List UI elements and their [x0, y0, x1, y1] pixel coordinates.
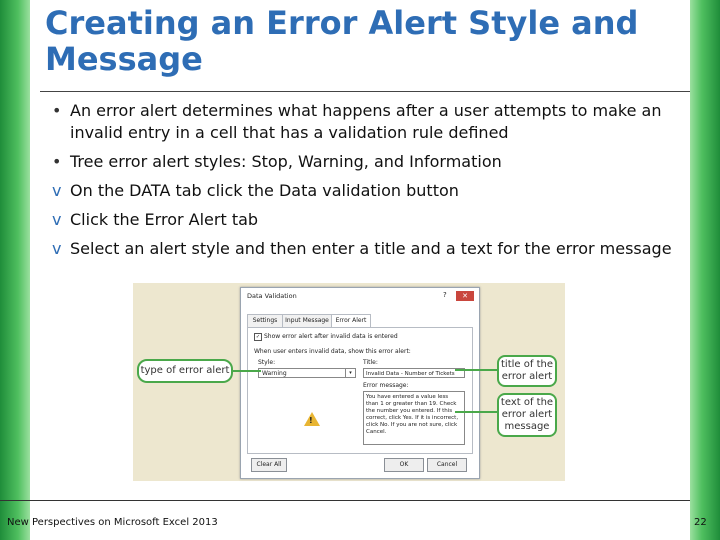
bullet-item — [52, 180, 692, 202]
title-divider — [40, 91, 690, 92]
bullet-dot-icon: • — [52, 101, 62, 120]
message-line: Cancel. — [366, 429, 387, 435]
show-error-alert-label: Show error alert after invalid data is entered — [264, 333, 398, 340]
message-line: You have entered a value less — [366, 394, 449, 400]
data-validation-dialog — [240, 287, 480, 479]
style-dropdown[interactable] — [258, 368, 356, 378]
message-line: the number you entered. If this — [366, 408, 453, 414]
slide-title-line1: Creating an Error Alert Style and — [45, 4, 639, 42]
cancel-button[interactable]: Cancel — [427, 458, 467, 472]
dialog-title: Data Validation — [247, 292, 297, 300]
slide-title — [45, 5, 645, 77]
bullet-item — [52, 100, 692, 144]
tab-input-message[interactable]: Input Message — [282, 314, 332, 327]
bullet-item — [52, 238, 692, 260]
right-green-border — [690, 0, 720, 540]
error-message-textarea[interactable] — [363, 391, 465, 445]
bullet-dot-icon: • — [52, 152, 62, 171]
bullet-text: Click the Error Alert tab — [70, 210, 259, 229]
ok-button[interactable]: OK — [384, 458, 424, 472]
page-number: 22 — [694, 517, 707, 528]
error-message-label: Error message: — [363, 382, 409, 389]
slide-title-line2: Message — [45, 40, 203, 78]
diamond-bullet-icon: v — [52, 210, 62, 229]
diamond-bullet-icon: v — [52, 181, 62, 200]
callout-connector — [455, 369, 497, 371]
left-green-border — [0, 0, 30, 540]
style-value: Warning — [262, 370, 287, 377]
callout-text-of-error-alert — [497, 393, 557, 437]
message-line: click No. If you are not sure, click — [366, 422, 458, 428]
error-alert-panel — [247, 327, 473, 454]
tab-settings[interactable]: Settings — [247, 314, 283, 327]
message-line: than 1 or greater than 19. Check — [366, 401, 457, 407]
callout-title-of-error-alert — [497, 355, 557, 387]
callout-line: error alert — [501, 409, 553, 420]
callout-line: message — [504, 421, 550, 432]
bullet-text: Tree error alert styles: Stop, Warning, and Information — [70, 152, 502, 171]
callout-type-of-error-alert: type of error alert — [137, 359, 233, 383]
title-label: Title: — [363, 359, 378, 366]
callout-connector — [229, 370, 261, 372]
when-invalid-label: When user enters invalid data, show this error alert: — [254, 348, 411, 355]
clear-all-button[interactable]: Clear All — [251, 458, 287, 472]
callout-line: text of the — [500, 397, 554, 408]
callout-connector — [455, 411, 497, 413]
dialog-titlebar — [241, 288, 479, 304]
chevron-down-icon[interactable]: ▾ — [345, 369, 355, 377]
data-validation-figure — [133, 283, 565, 481]
bullet-text: An error alert determines what happens after a user attempts to make an — [70, 101, 662, 120]
bullet-item — [52, 209, 692, 231]
message-line: correct, click Yes. If it is incorrect, — [366, 415, 459, 421]
footer-title: New Perspectives on Microsoft Excel 2013 — [7, 517, 218, 528]
diamond-bullet-icon: v — [52, 239, 62, 258]
show-error-alert-checkbox[interactable]: ✓ — [255, 334, 261, 340]
help-icon[interactable]: ? — [443, 291, 447, 299]
style-label: Style: — [258, 359, 276, 366]
bullet-text: On the DATA tab click the Data validation button — [70, 181, 459, 200]
title-input[interactable]: Invalid Data - Number of Tickets — [363, 368, 465, 378]
warning-exclamation: ! — [309, 416, 313, 425]
bullet-text-continued: invalid entry in a cell that has a validation rule defined — [70, 123, 509, 142]
tab-error-alert[interactable]: Error Alert — [331, 314, 371, 328]
bullet-list — [52, 100, 692, 267]
bullet-item — [52, 151, 692, 173]
close-icon[interactable]: ✕ — [456, 291, 474, 301]
footer-divider — [0, 500, 690, 501]
bullet-text: Select an alert style and then enter a title and a text for the error message — [70, 239, 672, 258]
callout-line: title of the — [501, 359, 553, 370]
callout-line: error alert — [501, 371, 553, 382]
